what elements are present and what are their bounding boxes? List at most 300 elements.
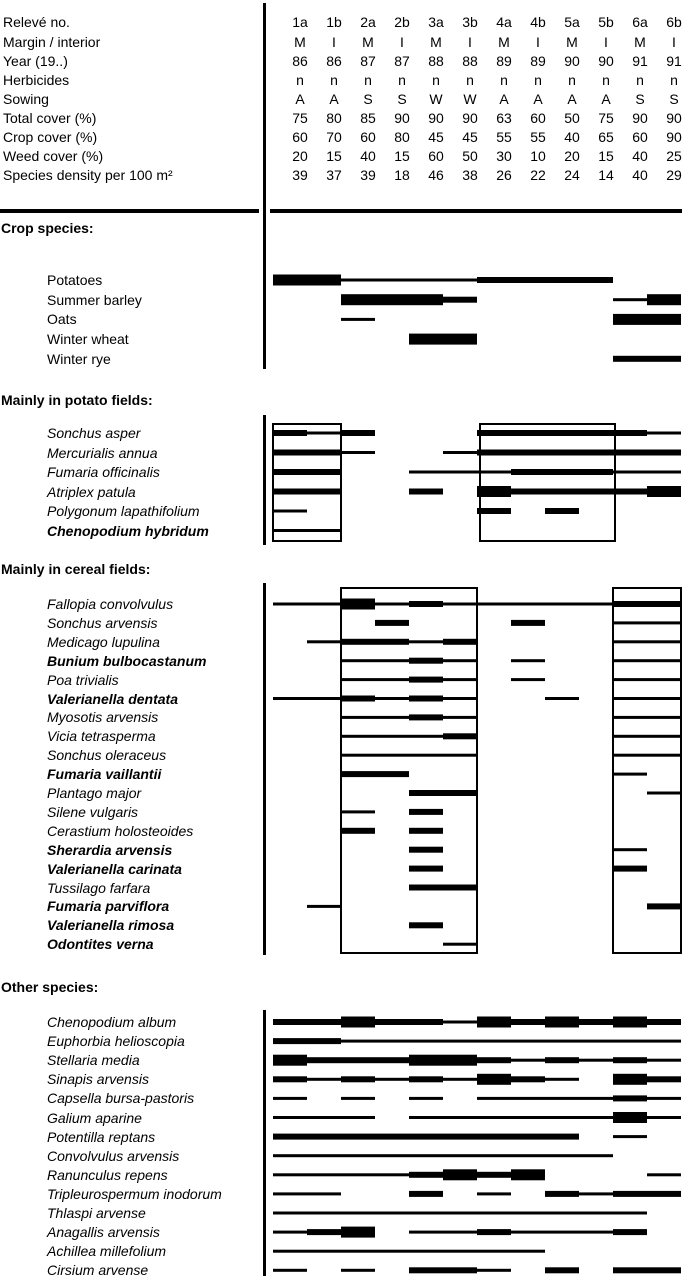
species-name: Valerianella carinata bbox=[47, 860, 182, 877]
header-cell: I bbox=[536, 34, 540, 50]
abundance-bar bbox=[375, 735, 409, 738]
abundance-bar bbox=[545, 1040, 579, 1043]
abundance-bar bbox=[579, 1059, 613, 1062]
abundance-bar bbox=[647, 640, 681, 643]
species-name: Chenopodium hybridum bbox=[47, 522, 209, 539]
abundance-bar bbox=[307, 432, 341, 435]
header-cell: 90 bbox=[632, 110, 648, 126]
abundance-bar bbox=[647, 486, 681, 497]
abundance-bar bbox=[273, 275, 307, 286]
abundance-bar bbox=[273, 1134, 307, 1140]
abundance-bar bbox=[579, 1231, 613, 1234]
abundance-bar bbox=[647, 1040, 681, 1043]
species-name: Tripleurospermum inodorum bbox=[47, 1185, 222, 1202]
abundance-bar bbox=[613, 1135, 647, 1138]
abundance-bar bbox=[647, 294, 681, 305]
abundance-bar bbox=[409, 1172, 443, 1178]
abundance-bar bbox=[613, 659, 647, 662]
abundance-bar bbox=[613, 716, 647, 719]
header-cell: A bbox=[329, 91, 339, 107]
abundance-bar bbox=[647, 601, 681, 607]
species-name: Chenopodium album bbox=[47, 1014, 177, 1030]
abundance-bar bbox=[307, 1250, 341, 1253]
abundance-bar bbox=[613, 754, 647, 757]
species-name: Tussilago farfara bbox=[47, 879, 151, 896]
abundance-bar bbox=[511, 1250, 545, 1253]
abundance-bar bbox=[511, 1059, 545, 1062]
abundance-bar bbox=[647, 678, 681, 681]
abundance-bar bbox=[307, 1078, 341, 1081]
header-cell: 85 bbox=[360, 110, 376, 126]
abundance-bar bbox=[409, 922, 443, 928]
abundance-bar bbox=[307, 1229, 341, 1235]
abundance-bar bbox=[443, 1169, 477, 1180]
abundance-bar bbox=[579, 1097, 613, 1100]
abundance-bar bbox=[579, 603, 613, 606]
species-name: Polygonum lapathifolium bbox=[47, 503, 200, 519]
abundance-bar bbox=[545, 1191, 579, 1197]
header-row-label: Weed cover (%) bbox=[3, 148, 104, 164]
abundance-bar bbox=[409, 1019, 443, 1025]
species-name: Galium aparine bbox=[47, 1109, 142, 1126]
abundance-bar bbox=[443, 1134, 477, 1140]
header-cell: 10 bbox=[530, 148, 546, 164]
species-name: Summer barley bbox=[47, 291, 142, 308]
abundance-bar bbox=[409, 1231, 443, 1234]
header-cell: A bbox=[295, 91, 305, 107]
species-name: Vicia tetrasperma bbox=[47, 728, 156, 745]
abundance-bar bbox=[273, 1116, 307, 1119]
abundance-bar bbox=[477, 486, 511, 497]
abundance-bar bbox=[613, 1017, 647, 1028]
abundance-bar bbox=[545, 430, 579, 436]
abundance-bar bbox=[443, 1116, 477, 1119]
abundance-bar bbox=[375, 771, 409, 777]
abundance-bar bbox=[409, 601, 443, 607]
abundance-bar bbox=[273, 603, 307, 606]
species-name: Capsella bursa-pastoris bbox=[47, 1090, 195, 1107]
header-cell: 80 bbox=[326, 110, 342, 126]
abundance-bar bbox=[409, 471, 443, 474]
abundance-bar bbox=[307, 1019, 341, 1025]
abundance-bar bbox=[443, 1154, 477, 1157]
abundance-bar bbox=[443, 697, 477, 700]
header-cell: 26 bbox=[496, 167, 512, 183]
abundance-bar bbox=[613, 314, 647, 325]
species-name: Myosotis arvensis bbox=[47, 709, 159, 726]
abundance-bar bbox=[375, 1212, 409, 1215]
abundance-bar bbox=[477, 1229, 511, 1235]
abundance-bar bbox=[647, 716, 681, 719]
header-cell: 45 bbox=[462, 129, 478, 145]
abundance-bar bbox=[477, 1097, 511, 1100]
species-name: Fumaria officinalis bbox=[47, 464, 160, 480]
abundance-bar bbox=[443, 1040, 477, 1043]
abundance-bar bbox=[647, 1059, 681, 1062]
abundance-bar bbox=[341, 1212, 375, 1215]
abundance-bar bbox=[647, 432, 681, 435]
section-title: Mainly in cereal fields: bbox=[1, 561, 151, 577]
abundance-bar bbox=[545, 508, 579, 514]
header-cell: 50 bbox=[462, 148, 478, 164]
abundance-bar bbox=[443, 1250, 477, 1253]
header-cell: 20 bbox=[292, 148, 308, 164]
header-cell: 90 bbox=[666, 129, 682, 145]
header-cell: 40 bbox=[632, 167, 648, 183]
abundance-bar bbox=[341, 678, 375, 681]
header-cell: 38 bbox=[462, 167, 478, 183]
abundance-bar bbox=[307, 905, 341, 908]
abundance-bar bbox=[341, 1097, 375, 1100]
header-cell: n bbox=[330, 72, 338, 88]
species-name: Ranunculus repens bbox=[47, 1166, 168, 1183]
species-name: Fallopia convolvulus bbox=[47, 596, 174, 612]
abundance-bar bbox=[409, 1212, 443, 1215]
abundance-bar bbox=[511, 1154, 545, 1157]
header-cell: I bbox=[468, 34, 472, 50]
header-cell: 75 bbox=[292, 110, 308, 126]
abundance-bar bbox=[341, 696, 375, 702]
abundance-bar bbox=[613, 430, 647, 436]
species-name: Cirsium arvense bbox=[47, 1262, 149, 1278]
abundance-bar bbox=[443, 678, 477, 681]
abundance-bar bbox=[307, 1134, 341, 1140]
header-row-label: Crop cover (%) bbox=[3, 129, 98, 145]
abundance-bar bbox=[647, 1116, 681, 1119]
abundance-bar bbox=[613, 471, 647, 474]
abundance-bar bbox=[579, 430, 613, 436]
abundance-bar bbox=[273, 1173, 307, 1176]
abundance-bar bbox=[375, 754, 409, 757]
header-cell: n bbox=[568, 72, 576, 88]
abundance-bar bbox=[341, 1116, 375, 1119]
header-cell: 25 bbox=[666, 148, 682, 164]
species-name: Atriplex patula bbox=[47, 483, 136, 500]
species-name: Bunium bulbocastanum bbox=[47, 652, 207, 669]
abundance-bar bbox=[511, 469, 545, 475]
header-cell: 24 bbox=[564, 167, 580, 183]
header-cell: A bbox=[499, 91, 509, 107]
header-cell: 6a bbox=[632, 14, 648, 30]
header-divider-left bbox=[0, 209, 259, 213]
abundance-bar bbox=[443, 733, 477, 739]
header-cell: 70 bbox=[326, 129, 342, 145]
header-cell: 4b bbox=[530, 14, 546, 30]
abundance-bar bbox=[613, 1057, 647, 1063]
abundance-bar bbox=[647, 697, 681, 700]
species-name: Silene vulgaris bbox=[47, 803, 139, 820]
header-cell: A bbox=[601, 91, 611, 107]
header-cell: 40 bbox=[632, 148, 648, 164]
abundance-bar bbox=[375, 1040, 409, 1043]
abundance-bar bbox=[613, 1095, 647, 1101]
abundance-bar bbox=[341, 1173, 375, 1176]
abundance-bar bbox=[341, 318, 375, 321]
header-cell: 3b bbox=[462, 14, 478, 30]
vertical-divider bbox=[263, 1010, 266, 1276]
species-name: Achillea millefolium bbox=[47, 1243, 167, 1260]
abundance-bar bbox=[443, 1231, 477, 1234]
abundance-bar bbox=[443, 1021, 477, 1024]
header-cell: 90 bbox=[564, 53, 580, 69]
species-name: Convolvulus arvensis bbox=[47, 1147, 180, 1164]
header-cell: M bbox=[430, 34, 442, 50]
header-cell: 63 bbox=[496, 110, 512, 126]
header-cell: I bbox=[672, 34, 676, 50]
abundance-bar bbox=[409, 1040, 443, 1043]
header-cell: A bbox=[533, 91, 543, 107]
abundance-bar bbox=[273, 1212, 307, 1215]
abundance-bar bbox=[545, 603, 579, 606]
group-box bbox=[480, 424, 615, 541]
abundance-bar bbox=[477, 1269, 511, 1272]
abundance-bar bbox=[511, 659, 545, 662]
abundance-bar bbox=[341, 1227, 375, 1238]
abundance-bar bbox=[375, 279, 409, 282]
abundance-bar bbox=[511, 1019, 545, 1025]
abundance-bar bbox=[647, 356, 681, 362]
abundance-bar bbox=[409, 1076, 443, 1082]
abundance-bar bbox=[341, 451, 375, 454]
header-row-label: Year (19..) bbox=[3, 53, 68, 69]
abundance-bar bbox=[477, 1057, 511, 1063]
abundance-bar bbox=[613, 866, 647, 872]
abundance-bar bbox=[511, 620, 545, 626]
abundance-bar bbox=[647, 735, 681, 738]
header-cell: 60 bbox=[360, 129, 376, 145]
abundance-bar bbox=[647, 1076, 681, 1082]
abundance-bar bbox=[545, 489, 579, 495]
abundance-bar bbox=[409, 489, 443, 495]
abundance-bar bbox=[579, 1212, 613, 1215]
species-name: Poa trivialis bbox=[47, 671, 119, 688]
abundance-bar bbox=[341, 659, 375, 662]
header-cell: 5a bbox=[564, 14, 580, 30]
abundance-bar bbox=[511, 1076, 545, 1082]
abundance-bar bbox=[375, 1057, 409, 1063]
species-name: Valerianella dentata bbox=[47, 690, 178, 707]
abundance-bar bbox=[443, 279, 477, 282]
species-name: Cerastium holosteoides bbox=[47, 822, 194, 839]
species-name: Thlaspi arvense bbox=[47, 1205, 146, 1221]
abundance-bar bbox=[409, 294, 443, 305]
abundance-bar bbox=[443, 943, 477, 946]
header-cell: n bbox=[670, 72, 678, 88]
header-cell: M bbox=[634, 34, 646, 50]
abundance-bar bbox=[647, 659, 681, 662]
abundance-bar bbox=[409, 640, 443, 643]
abundance-bar bbox=[307, 1038, 341, 1044]
abundance-bar bbox=[443, 885, 477, 891]
abundance-bar bbox=[409, 1055, 443, 1066]
header-cell: 29 bbox=[666, 167, 682, 183]
abundance-bar bbox=[613, 621, 647, 624]
abundance-bar bbox=[409, 677, 443, 683]
abundance-bar bbox=[375, 1173, 409, 1176]
species-name: Sonchus oleraceus bbox=[47, 747, 167, 764]
abundance-bar bbox=[511, 1231, 545, 1234]
header-cell: 90 bbox=[462, 110, 478, 126]
abundance-bar bbox=[273, 510, 307, 513]
header-cell: W bbox=[463, 91, 477, 107]
abundance-bar bbox=[647, 792, 681, 795]
abundance-bar bbox=[647, 314, 681, 325]
abundance-bar bbox=[273, 430, 307, 436]
abundance-bar bbox=[341, 810, 375, 813]
abundance-bar bbox=[511, 430, 545, 436]
abundance-bar bbox=[647, 1191, 681, 1197]
abundance-bar bbox=[409, 1267, 443, 1273]
abundance-bar bbox=[511, 1169, 545, 1180]
header-cell: 91 bbox=[632, 53, 648, 69]
abundance-bar bbox=[647, 450, 681, 456]
abundance-bar bbox=[477, 1192, 511, 1195]
abundance-bar bbox=[341, 754, 375, 757]
abundance-bar bbox=[613, 735, 647, 738]
header-cell: 14 bbox=[598, 167, 614, 183]
abundance-bar bbox=[443, 1267, 477, 1273]
abundance-bar bbox=[477, 1040, 511, 1043]
abundance-bar bbox=[341, 1017, 375, 1028]
header-cell: 45 bbox=[428, 129, 444, 145]
abundance-bar bbox=[307, 450, 341, 456]
abundance-bar bbox=[307, 640, 341, 643]
header-cell: 60 bbox=[292, 129, 308, 145]
abundance-bar bbox=[273, 697, 307, 700]
abundance-bar bbox=[409, 334, 443, 345]
abundance-bar bbox=[477, 1212, 511, 1215]
abundance-bar bbox=[613, 298, 647, 301]
header-cell: n bbox=[500, 72, 508, 88]
header-cell: 30 bbox=[496, 148, 512, 164]
species-name: Winter wheat bbox=[47, 331, 129, 348]
abundance-bar bbox=[477, 1116, 511, 1119]
abundance-bar bbox=[443, 659, 477, 662]
abundance-bar bbox=[307, 529, 341, 532]
abundance-bar bbox=[375, 716, 409, 719]
header-cell: 15 bbox=[394, 148, 410, 164]
abundance-bar bbox=[477, 471, 511, 474]
abundance-bar bbox=[545, 1154, 579, 1157]
header-cell: 75 bbox=[598, 110, 614, 126]
abundance-bar bbox=[409, 754, 443, 757]
abundance-bar bbox=[545, 1017, 579, 1028]
section-title: Other species: bbox=[1, 979, 99, 995]
abundance-bar bbox=[307, 697, 341, 700]
abundance-bar bbox=[341, 771, 375, 777]
abundance-bar bbox=[375, 639, 409, 645]
header-cell: 37 bbox=[326, 167, 342, 183]
abundance-bar bbox=[477, 1017, 511, 1028]
abundance-bar bbox=[409, 1116, 443, 1119]
abundance-bar bbox=[273, 1055, 307, 1066]
abundance-bar bbox=[613, 450, 647, 456]
abundance-bar bbox=[409, 1154, 443, 1157]
header-cell: M bbox=[566, 34, 578, 50]
abundance-bar bbox=[307, 603, 341, 606]
header-cell: 40 bbox=[564, 129, 580, 145]
abundance-bar bbox=[443, 1078, 477, 1081]
abundance-bar bbox=[443, 1212, 477, 1215]
header-cell: 18 bbox=[394, 167, 410, 183]
abundance-bar bbox=[307, 275, 341, 286]
abundance-bar bbox=[341, 1057, 375, 1063]
abundance-bar bbox=[545, 1231, 579, 1234]
header-cell: 40 bbox=[360, 148, 376, 164]
abundance-bar bbox=[511, 1116, 545, 1119]
abundance-bar bbox=[409, 885, 443, 891]
abundance-bar bbox=[545, 450, 579, 456]
abundance-bar bbox=[613, 1191, 647, 1197]
species-name: Potatoes bbox=[47, 272, 103, 288]
species-name: Anagallis arvensis bbox=[47, 1224, 160, 1241]
abundance-bar bbox=[375, 697, 409, 700]
species-name: Winter rye bbox=[47, 350, 111, 367]
header-row-label: Margin / interior bbox=[3, 34, 101, 50]
abundance-bar bbox=[579, 1019, 613, 1025]
abundance-bar bbox=[647, 621, 681, 624]
species-name: Euphorbia helioscopia bbox=[47, 1033, 185, 1050]
abundance-bar bbox=[443, 790, 477, 796]
abundance-bar bbox=[341, 1076, 375, 1082]
abundance-bar bbox=[443, 639, 477, 645]
abundance-bar bbox=[409, 1250, 443, 1253]
abundance-bar bbox=[409, 696, 443, 702]
section-title: Crop species: bbox=[1, 220, 94, 236]
header-cell: 20 bbox=[564, 148, 580, 164]
header-cell: M bbox=[362, 34, 374, 50]
species-name: Sinapis arvensis bbox=[47, 1071, 149, 1088]
header-row-label: Total cover (%) bbox=[3, 110, 97, 126]
abundance-bar bbox=[579, 1154, 613, 1157]
abundance-bar bbox=[613, 601, 647, 607]
abundance-bar bbox=[409, 1191, 443, 1197]
abundance-bar bbox=[613, 848, 647, 851]
abundance-bar bbox=[375, 1250, 409, 1253]
abundance-bar bbox=[647, 903, 681, 909]
abundance-bar bbox=[545, 1116, 579, 1119]
abundance-bar bbox=[341, 1250, 375, 1253]
abundance-bar bbox=[443, 451, 477, 454]
abundance-bar bbox=[409, 735, 443, 738]
abundance-bar bbox=[375, 294, 409, 305]
abundance-bar bbox=[443, 603, 477, 606]
abundance-bar bbox=[647, 754, 681, 757]
abundance-bar bbox=[409, 790, 443, 796]
abundance-bar bbox=[579, 469, 613, 475]
abundance-bar bbox=[443, 1055, 477, 1066]
abundance-bar bbox=[613, 1229, 647, 1235]
header-cell: 88 bbox=[428, 53, 444, 69]
abundance-bar bbox=[545, 1134, 579, 1140]
abundance-bar bbox=[613, 489, 647, 495]
abundance-bar bbox=[477, 1074, 511, 1085]
abundance-bar bbox=[647, 1097, 681, 1100]
abundance-bar bbox=[409, 847, 443, 853]
abundance-bar bbox=[511, 678, 545, 681]
header-cell: S bbox=[635, 91, 645, 107]
abundance-bar bbox=[579, 1040, 613, 1043]
abundance-bar bbox=[613, 773, 647, 776]
species-name: Sonchus arvensis bbox=[47, 614, 158, 631]
header-cell: 60 bbox=[428, 148, 444, 164]
abundance-bar bbox=[307, 1057, 341, 1063]
abundance-bar bbox=[443, 716, 477, 719]
header-cell: 2a bbox=[360, 14, 376, 30]
header-cell: 60 bbox=[530, 110, 546, 126]
header-row-label: Species density per 100 m² bbox=[3, 167, 173, 183]
abundance-bar bbox=[307, 1116, 341, 1119]
